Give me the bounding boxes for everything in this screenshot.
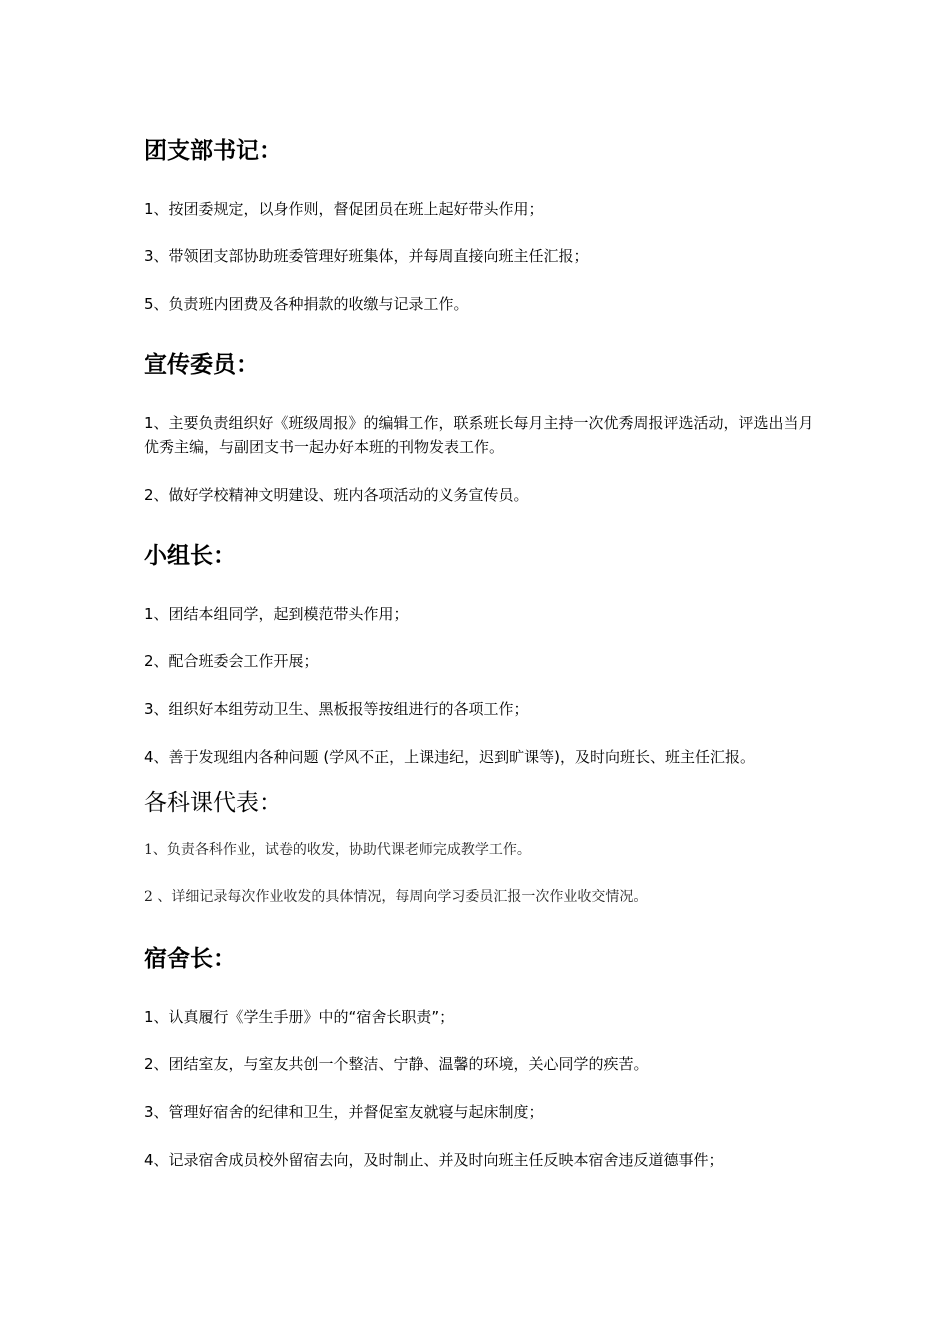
section-heading-publicity-committee: 宣传委员：	[144, 352, 259, 378]
paragraph: 3、带领团支部协助班委管理好班集体，并每周直接向班主任汇报；	[144, 247, 589, 265]
paragraph: 1、认真履行《学生手册》中的“宿舍长职责”；	[144, 1008, 455, 1026]
paragraph: 3、管理好宿舍的纪律和卫生，并督促室友就寝与起床制度；	[144, 1103, 544, 1121]
paragraph: 3、组织好本组劳动卫生、黑板报等按组进行的各项工作；	[144, 700, 529, 718]
paragraph: 1、团结本组同学，起到模范带头作用；	[144, 605, 409, 623]
paragraph: 2、配合班委会工作开展；	[144, 652, 319, 670]
paragraph: 2、团结室友，与室友共创一个整洁、宁静、温馨的环境，关心同学的疾苦。	[144, 1055, 649, 1073]
section-heading-group-leader: 小组长：	[144, 543, 236, 569]
section-heading-subject-representative: 各科课代表：	[144, 790, 282, 816]
paragraph: 4、善于发现组内各种问题 (学风不正，上课违纪，迟到旷课等)，及时向班长、班主任汇报。	[144, 748, 756, 766]
paragraph: 2、做好学校精神文明建设、班内各项活动的义务宣传员。	[144, 486, 529, 504]
paragraph: 4、记录宿舍成员校外留宿去向，及时制止、并及时向班主任反映本宿舍违反道德事件；	[144, 1151, 724, 1169]
paragraph: 1、负责各科作业，试卷的收发，协助代课老师完成教学工作。	[144, 842, 531, 858]
paragraph: 1、主要负责组织好《班级周报》的编辑工作，联系班长每月主持一次优秀周报评选活动，评选出当月优秀主编，与副团支书一起办好本班的刊物发表工作。	[144, 414, 814, 456]
paragraph: 5、负责班内团费及各种捐款的收缴与记录工作。	[144, 295, 469, 313]
paragraph: 2 、详细记录每次作业收发的具体情况，每周向学习委员汇报一次作业收交情况。	[144, 889, 648, 905]
paragraph: 1、按团委规定，以身作则，督促团员在班上起好带头作用；	[144, 200, 544, 218]
section-heading-league-secretary: 团支部书记：	[144, 138, 282, 164]
section-heading-dorm-leader: 宿舍长：	[144, 946, 236, 972]
